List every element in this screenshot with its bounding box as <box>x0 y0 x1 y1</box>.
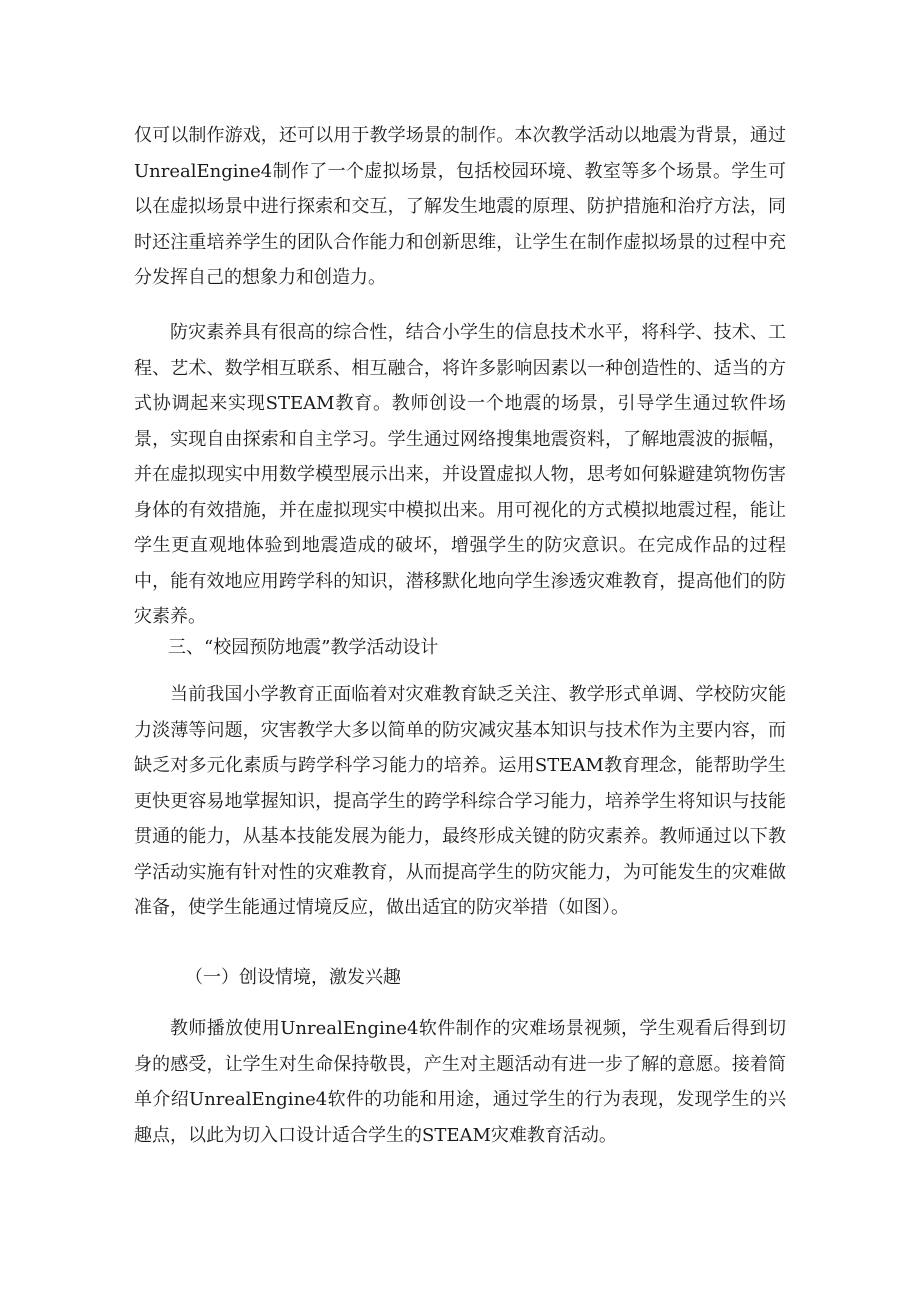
paragraph-4: 教师播放使用UnrealEngine4软件制作的灾难场景视频，学生观看后得到切身的感受，让学生对生命保持敬畏，产生对主题活动有进一步了解的意愿。接着简单介绍UnrealEngine4软件的功能和用途，通过学生的行为表现，发现学生的兴趣点，以此为切入口设计适合学生的STEAM灾难教育活动。 <box>134 1018 786 1146</box>
paragraph-1: 仅可以制作游戏，还可以用于教学场景的制作。本次教学活动以地震为背景，通过UnrealEngine4制作了一个虚拟场景，包括校园环境、教室等多个场景。学生可以在虚拟场景中进行探索和交互，了解发生地震的原理、防护措施和治疗方法，同时还注重培养学生的团队合作能力和创新思维，让学生在制作虚拟场景的过程中充分发挥自己的想象力和创造力。 <box>134 125 786 288</box>
paragraph-3: 当前我国小学教育正面临着对灾难教育缺乏关注、教学形式单调、学校防灾能力淡薄等问题，灾害教学大多以简单的防灾减灾基本知识与技术作为主要内容，而缺乏对多元化素质与跨学科学习能力的培养。运用STEAM教育理念，能帮助学生更快更容易地掌握知识，提高学生的跨学科综合学习能力，培养学生将知识与技能贯通的能力，从基本技能发展为能力，最终形成关键的防灾素养。教师通过以下教学活动实施有针对性的灾难教育，从而提高学生的防灾能力，为可能发生的灾难做准备，使学生能通过情境反应，做出适宜的防灾举措（如图）。 <box>134 684 786 918</box>
paragraph-2: 防灾素养具有很高的综合性，结合小学生的信息技术水平，将科学、技术、工程、艺术、数学相互联系、相互融合，将许多影响因素以一种创造性的、适当的方式协调起来实现STEAM教育。教师创设一个地震的场景，引导学生通过软件场景，实现自由探索和自主学习。学生通过网络搜集地震资料，了解地震波的振幅，并在虚拟现实中用数学模型展示出来，并设置虚拟人物，思考如何躲避建筑物伤害身体的有效措施，并在虚拟现实中模拟出来。用可视化的方式模拟地震过程，能让学生更直观地体验到地震造成的破坏，增强学生的防灾意识。在完成作品的过程中，能有效地应用跨学科的知识，潜移默化地向学生渗透灾难教育，提高他们的防灾素养。 <box>134 322 786 627</box>
section-heading: 三、“校园预防地震”教学活动设计 <box>168 637 439 658</box>
subsection-heading: （一）创设情境，激发兴趣 <box>185 967 401 988</box>
